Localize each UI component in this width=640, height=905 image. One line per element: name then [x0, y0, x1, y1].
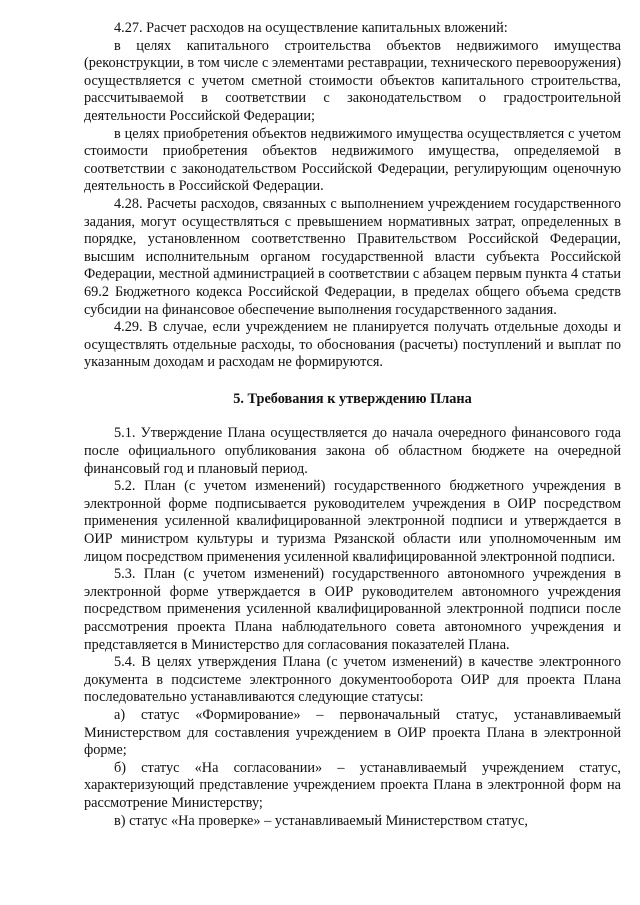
- paragraph-5-2: 5.2. План (с учетом изменений) государственного бюджетного учреждения в электронной форме подписывается руководителем учреждения в ОИР посредством применения усиленной квалифицированной электронной подписи и утверждается в ОИР министром культуры и туризма Рязанской области или уполномоченным им лицом посредством применения усиленной квалифицированной электронной подписи.: [84, 478, 621, 565]
- status-na-proverke: в) статус «На проверке» – устанавливаемый Министерством статус,: [114, 812, 528, 829]
- paragraph-4-29: 4.29. В случае, если учреждением не планируется получать отдельные доходы и осуществлять отдельные расходы, то обоснования (расчеты) поступлений и выплат по указанным доходам и расходам не формируются.: [84, 319, 621, 371]
- paragraph-5-4: 5.4. В целях утверждения Плана (с учетом изменений) в качестве электронного документа в подсистеме электронного документооборота ОИР для проекта Плана последовательно устанавливаются следующие статусы:: [84, 654, 621, 706]
- paragraph-5-1: 5.1. Утверждение Плана осуществляется до начала очередного финансового года после официального опубликования закона об областном бюджете на очередной финансовый год и плановый период.: [84, 425, 621, 477]
- paragraph-4-27-capital-construction: в целях капитального строительства объектов недвижимого имущества (реконструкции, в том числе с элементами реставрации, технического перевооружения) осуществляется с учетом сметной стоимости объектов капитального строительства, рассчитываемой в соответствии с законодательством о градостроительной деятельности Российской Федерации;: [84, 37, 621, 124]
- paragraph-5-3: 5.3. План (с учетом изменений) государственного автономного учреждения в электронной форме утверждается в ОИР руководителем автономного учреждения посредством применения усиленной квалифицированной электронной подписи после рассмотрения проекта Плана наблюдательного совета автономного учреждения и представляется в Министерство для согласования показателей Плана.: [84, 566, 621, 653]
- paragraph-4-27-property-acquisition: в целях приобретения объектов недвижимого имущества осуществляется с учетом стоимости приобретения объектов недвижимого имущества, определяемой в соответствии с законодательством Российской Федерации, регулирующим оценочную деятельность в Российской Федерации.: [84, 125, 621, 195]
- paragraph-4-27: 4.27. Расчет расходов на осуществление капитальных вложений:: [114, 20, 508, 36]
- status-formirovanie: а) статус «Формирование» – первоначальный статус, устанавливаемый Министерством для составления учреждением в ОИР проекта Плана в электронной форме;: [84, 706, 621, 759]
- status-na-soglasovanii: б) статус «На согласовании» – устанавливаемый учреждением статус, характеризующий представление учреждением проекта Плана в электронной форм на рассмотрение Министерству;: [84, 759, 621, 811]
- paragraph-4-28: 4.28. Расчеты расходов, связанных с выполнением учреждением государственного задания, могут осуществляться с превышением нормативных затрат, определенных в порядке, установленном соответственно Правительством Российской Федерации, высшим исполнительным органом государственной власти субъекта Российской Федерации, местной администрацией в соответствии с абзацем первым пункта 4 статьи 69.2 Бюджетного кодекса Российской Федерации, в пределах общего объема средств субсидии на финансовое обеспечение выполнения государственного задания.: [84, 195, 621, 318]
- section-5-heading: 5. Требования к утверждению Плана: [233, 390, 472, 407]
- document-page: [84, 20, 621, 830]
